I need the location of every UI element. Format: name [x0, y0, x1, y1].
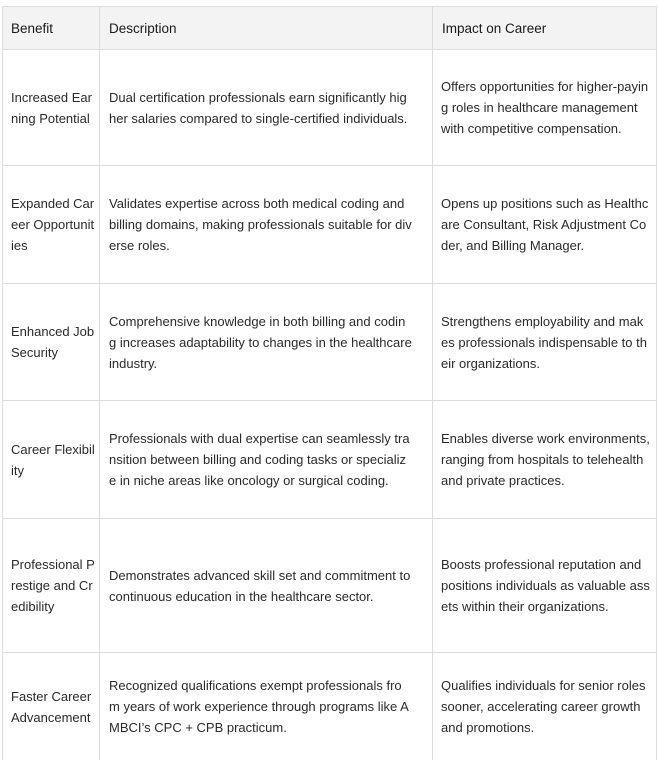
impact-cell: Strengthens employability and makes professionals indispensable to their organizations. [433, 284, 657, 401]
header-description: Description [100, 7, 433, 50]
description-cell: Demonstrates advanced skill set and commitment to continuous education in the healthcare sector. [100, 519, 433, 653]
benefits-table-container [2, 6, 656, 760]
impact-cell: Enables diverse work environments, ranging from hospitals to telehealth and private practices. [433, 401, 657, 519]
table-header-row [3, 7, 657, 50]
table-row [3, 653, 657, 761]
table-row [3, 284, 657, 401]
impact-cell: Boosts professional reputation and positions individuals as valuable assets within their organizations. [433, 519, 657, 653]
benefit-cell: Professional Prestige and Credibility [3, 519, 100, 653]
benefit-cell: Faster Career Advancement [3, 653, 100, 761]
description-cell: Comprehensive knowledge in both billing and coding increases adaptability to changes in the healthcare industry. [100, 284, 433, 401]
header-impact: Impact on Career [433, 7, 657, 50]
benefit-cell: Enhanced Job Security [3, 284, 100, 401]
description-cell: Dual certification professionals earn significantly higher salaries compared to single-certified individuals. [100, 50, 433, 166]
table-row [3, 519, 657, 653]
benefit-cell: Increased Earning Potential [3, 50, 100, 166]
table-row [3, 166, 657, 284]
impact-cell: Offers opportunities for higher-paying roles in healthcare management with competitive compensation. [433, 50, 657, 166]
benefit-cell: Expanded Career Opportunities [3, 166, 100, 284]
description-cell: Validates expertise across both medical coding and billing domains, making professionals suitable for diverse roles. [100, 166, 433, 284]
benefits-table [2, 6, 657, 760]
impact-cell: Qualifies individuals for senior roles sooner, accelerating career growth and promotions. [433, 653, 657, 761]
benefit-cell: Career Flexibility [3, 401, 100, 519]
table-row [3, 401, 657, 519]
table-row [3, 50, 657, 166]
header-benefit: Benefit [3, 7, 100, 50]
impact-cell: Opens up positions such as Healthcare Consultant, Risk Adjustment Coder, and Billing Manager. [433, 166, 657, 284]
description-cell: Recognized qualifications exempt professionals from years of work experience through programs like AMBCI’s CPC + CPB practicum. [100, 653, 433, 761]
description-cell: Professionals with dual expertise can seamlessly transition between billing and coding tasks or specialize in niche areas like oncology or surgical coding. [100, 401, 433, 519]
